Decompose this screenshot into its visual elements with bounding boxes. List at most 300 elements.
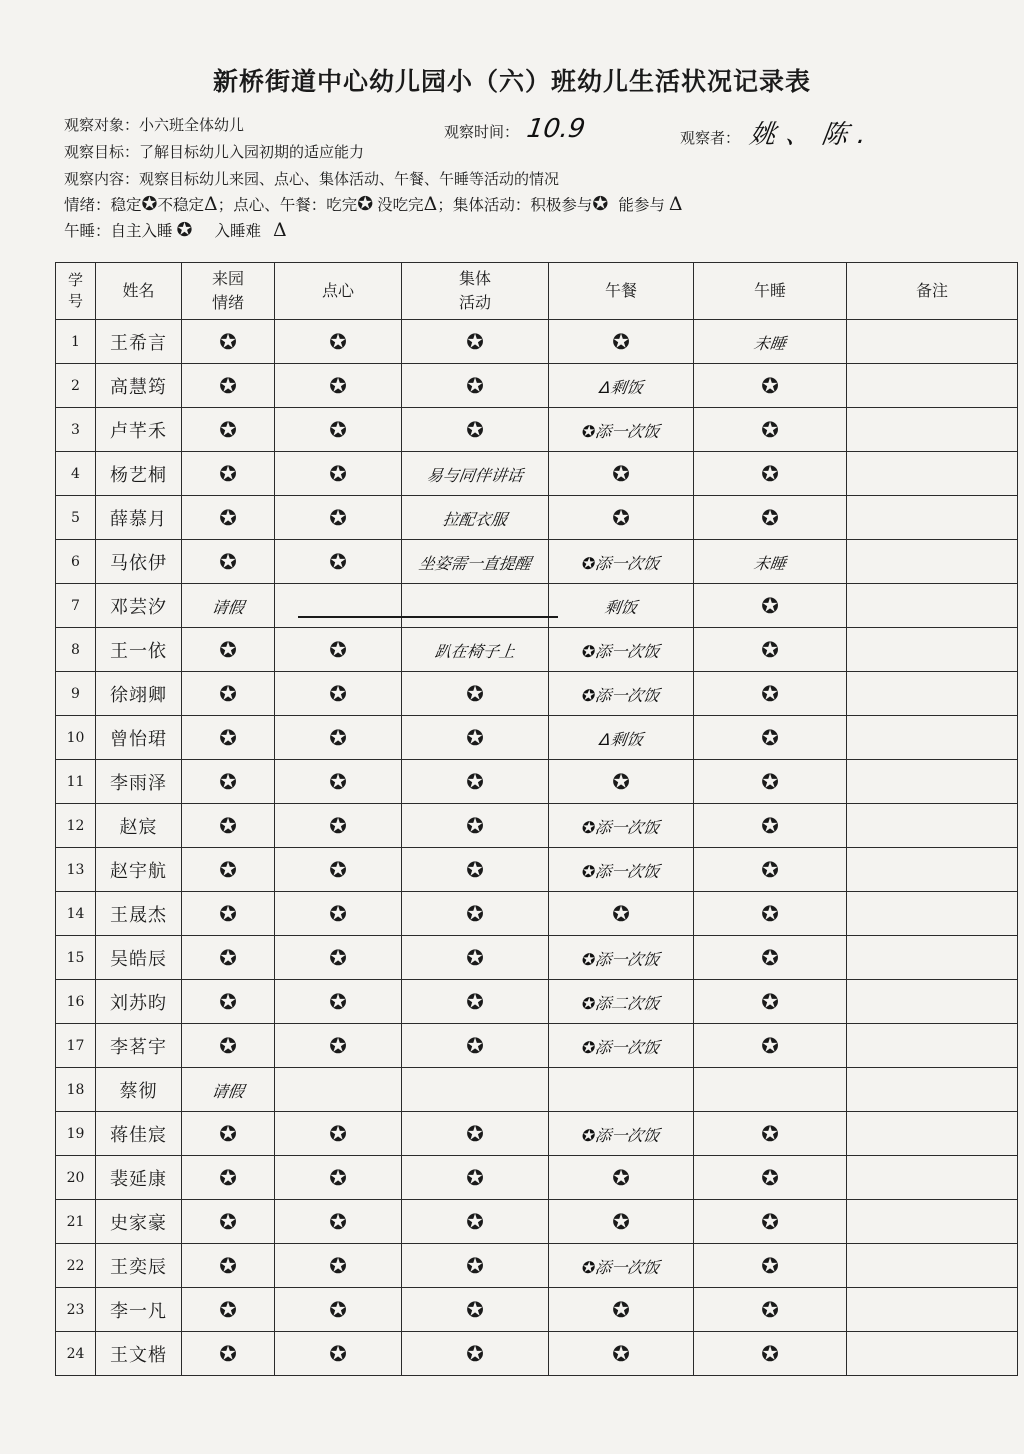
cell-name-value: 赵宸 xyxy=(119,816,158,838)
cell-mood xyxy=(182,760,275,804)
cell-mood xyxy=(182,1024,275,1068)
cell-no-value: 4 xyxy=(71,465,80,482)
cell-snack xyxy=(275,364,402,408)
cell-mood xyxy=(182,936,275,980)
cell-mood xyxy=(182,540,275,584)
cell-name-value: 李雨泽 xyxy=(110,772,167,794)
cell-nap xyxy=(694,364,847,408)
cell-lunch xyxy=(549,452,694,496)
cell-nap xyxy=(694,892,847,936)
table-header-row xyxy=(56,263,1018,320)
cell-nap-value: ✪ xyxy=(761,461,779,486)
cell-name xyxy=(96,408,182,452)
cell-mood xyxy=(182,848,275,892)
cell-no xyxy=(56,364,96,408)
cell-snack-value: ✪ xyxy=(329,1341,347,1366)
cell-nap-value: ✪ xyxy=(761,1121,779,1146)
header-lunch: 午餐 xyxy=(549,263,694,320)
cell-activity-value: ✪ xyxy=(466,1165,484,1190)
cell-mood-value: ✪ xyxy=(219,857,237,882)
cell-activity-value: ✪ xyxy=(466,945,484,970)
cell-lunch-value: ✪添二次饭 xyxy=(580,993,661,1013)
cell-nap-value: ✪ xyxy=(761,681,779,706)
cell-remark xyxy=(847,980,1018,1024)
cell-no-value: 17 xyxy=(66,1037,85,1054)
header-no-label: 学号 xyxy=(67,270,83,310)
cell-mood-value: ✪ xyxy=(219,1209,237,1234)
cell-remark xyxy=(847,452,1018,496)
cell-name xyxy=(96,1332,182,1376)
cell-activity-value: ✪ xyxy=(466,1209,484,1234)
cell-name-value: 王希言 xyxy=(110,332,167,354)
cell-remark xyxy=(847,320,1018,364)
cell-snack-value: ✪ xyxy=(329,769,347,794)
cell-remark xyxy=(847,1068,1018,1112)
table-row xyxy=(56,496,1018,540)
cell-nap xyxy=(694,452,847,496)
cell-activity-value: ✪ xyxy=(466,813,484,838)
cell-name-value: 邓芸汐 xyxy=(110,596,167,618)
legend-activity-can: 能参与 xyxy=(618,196,665,214)
cell-lunch xyxy=(549,804,694,848)
cell-activity-value: 拉配衣服 xyxy=(441,509,509,529)
cell-no-value: 7 xyxy=(71,597,80,614)
table-row xyxy=(56,364,1018,408)
cell-nap-value: ✪ xyxy=(761,901,779,926)
cell-lunch xyxy=(549,760,694,804)
cell-name xyxy=(96,760,182,804)
legend-line-1 xyxy=(64,193,683,215)
star-icon: ✪ xyxy=(141,193,158,215)
cell-mood xyxy=(182,320,275,364)
observation-goal xyxy=(64,141,364,162)
cell-mood-value: ✪ xyxy=(219,1341,237,1366)
cell-nap xyxy=(694,1332,847,1376)
cell-name xyxy=(96,1112,182,1156)
header-nap: 午睡 xyxy=(694,263,847,320)
cell-name-value: 马依伊 xyxy=(110,552,167,574)
table-row xyxy=(56,408,1018,452)
cell-no-value: 14 xyxy=(66,905,85,922)
cell-snack-value: ✪ xyxy=(329,417,347,442)
cell-no-value: 3 xyxy=(71,421,80,438)
cell-no-value: 10 xyxy=(66,729,85,746)
cell-lunch-value: Δ剩饭 xyxy=(598,377,644,397)
cell-nap-value: ✪ xyxy=(761,1341,779,1366)
cell-name-value: 王一依 xyxy=(110,640,167,662)
cell-name xyxy=(96,1156,182,1200)
cell-remark xyxy=(847,1156,1018,1200)
table-row xyxy=(56,1156,1018,1200)
table-row xyxy=(56,1332,1018,1376)
header-activity-label: 集体活动 xyxy=(458,269,491,312)
table-row xyxy=(56,936,1018,980)
cell-snack xyxy=(275,760,402,804)
cell-lunch xyxy=(549,1068,694,1112)
cell-no-value: 11 xyxy=(66,773,85,790)
cell-activity-value: ✪ xyxy=(466,901,484,926)
cell-snack xyxy=(275,320,402,364)
cell-lunch xyxy=(549,408,694,452)
cell-lunch-value: ✪添一次饭 xyxy=(580,421,661,441)
cell-activity-value: 坐姿需一直提醒 xyxy=(417,553,533,573)
observer-label: 观察者： xyxy=(680,129,741,147)
table-row xyxy=(56,980,1018,1024)
cell-activity xyxy=(402,1288,549,1332)
cell-mood xyxy=(182,672,275,716)
cell-lunch-value: ✪ xyxy=(612,1209,630,1234)
cell-snack-value: ✪ xyxy=(329,549,347,574)
cell-mood-value: ✪ xyxy=(219,1253,237,1278)
cell-nap xyxy=(694,628,847,672)
cell-remark xyxy=(847,496,1018,540)
cell-snack-value: ✪ xyxy=(329,373,347,398)
cell-lunch-value: ✪ xyxy=(612,901,630,926)
cell-name xyxy=(96,936,182,980)
cell-no xyxy=(56,760,96,804)
cell-no-value: 12 xyxy=(66,817,85,834)
triangle-icon: Δ xyxy=(668,193,683,215)
cell-mood-value: 请假 xyxy=(210,597,246,617)
table-row xyxy=(56,672,1018,716)
header-snack: 点心 xyxy=(275,263,402,320)
cell-snack-value: ✪ xyxy=(329,725,347,750)
cell-mood xyxy=(182,1068,275,1112)
table-row xyxy=(56,584,1018,628)
cell-snack xyxy=(275,584,402,628)
table-row xyxy=(56,1068,1018,1112)
cell-snack xyxy=(275,848,402,892)
cell-no xyxy=(56,848,96,892)
cell-mood xyxy=(182,364,275,408)
cell-snack-value: ✪ xyxy=(329,329,347,354)
record-table xyxy=(55,262,1018,1376)
cell-snack-value: ✪ xyxy=(329,681,347,706)
cell-nap-value: ✪ xyxy=(761,373,779,398)
cell-mood xyxy=(182,1244,275,1288)
cell-snack-value: ✪ xyxy=(329,461,347,486)
cell-name xyxy=(96,496,182,540)
header-activity xyxy=(402,263,549,320)
cell-remark xyxy=(847,936,1018,980)
cell-snack xyxy=(275,540,402,584)
header-no xyxy=(56,263,96,320)
cell-lunch xyxy=(549,848,694,892)
triangle-icon: Δ xyxy=(203,193,218,215)
cell-name xyxy=(96,1244,182,1288)
legend-mood-stable: 情绪：稳定 xyxy=(64,196,142,214)
cell-name-value: 王晟杰 xyxy=(110,904,167,926)
time-value: 10.9 xyxy=(524,114,588,144)
observation-content xyxy=(64,168,559,189)
cell-lunch xyxy=(549,892,694,936)
cell-activity-value: 趴在椅子上 xyxy=(433,641,517,661)
cell-nap-value: ✪ xyxy=(761,769,779,794)
cell-name-value: 蒋佳宸 xyxy=(110,1124,167,1146)
cell-mood-value: ✪ xyxy=(219,505,237,530)
legend-meal-unfinished: 没吃完 xyxy=(377,196,424,214)
cell-snack-value: ✪ xyxy=(329,813,347,838)
cell-nap xyxy=(694,716,847,760)
cell-mood-value: ✪ xyxy=(219,637,237,662)
cell-lunch-value: Δ剩饭 xyxy=(598,729,644,749)
cell-mood xyxy=(182,584,275,628)
cell-snack xyxy=(275,1068,402,1112)
cell-lunch xyxy=(549,1288,694,1332)
cell-no xyxy=(56,716,96,760)
cell-name-value: 李茗宇 xyxy=(110,1036,167,1058)
cell-no-value: 2 xyxy=(71,377,80,394)
cell-no xyxy=(56,408,96,452)
cell-mood xyxy=(182,892,275,936)
cell-no xyxy=(56,804,96,848)
header-remark: 备注 xyxy=(847,263,1018,320)
cell-lunch-value: ✪添一次饭 xyxy=(580,861,661,881)
cell-nap-value: ✪ xyxy=(761,1165,779,1190)
legend-meal-finished: ；点心、午餐：吃完 xyxy=(217,196,358,214)
cell-mood-value: ✪ xyxy=(219,461,237,486)
cell-activity xyxy=(402,980,549,1024)
cell-snack-value: ✪ xyxy=(329,1033,347,1058)
strike-line xyxy=(298,616,558,618)
cell-name xyxy=(96,892,182,936)
cell-no xyxy=(56,1156,96,1200)
legend-line-2 xyxy=(64,219,287,241)
cell-mood xyxy=(182,496,275,540)
cell-lunch-value: ✪ xyxy=(612,1341,630,1366)
cell-lunch xyxy=(549,716,694,760)
cell-name xyxy=(96,716,182,760)
cell-mood-value: 请假 xyxy=(210,1081,246,1101)
cell-snack xyxy=(275,408,402,452)
cell-name-value: 卢芊禾 xyxy=(110,420,167,442)
target-label: 观察对象： xyxy=(64,116,140,134)
cell-lunch-value: ✪添一次饭 xyxy=(580,817,661,837)
cell-mood xyxy=(182,452,275,496)
cell-activity xyxy=(402,628,549,672)
cell-name-value: 刘苏昀 xyxy=(110,992,167,1014)
cell-no xyxy=(56,320,96,364)
cell-snack xyxy=(275,1112,402,1156)
cell-nap-value: ✪ xyxy=(761,857,779,882)
cell-activity-value: ✪ xyxy=(466,989,484,1014)
cell-name xyxy=(96,980,182,1024)
legend-mood-unstable: 不稳定 xyxy=(157,196,204,214)
cell-lunch-value: ✪添一次饭 xyxy=(580,553,661,573)
cell-lunch-value: ✪ xyxy=(612,769,630,794)
cell-activity xyxy=(402,804,549,848)
cell-nap-value: ✪ xyxy=(761,1033,779,1058)
cell-activity-value: ✪ xyxy=(466,857,484,882)
table-row xyxy=(56,540,1018,584)
cell-snack xyxy=(275,980,402,1024)
cell-activity xyxy=(402,1332,549,1376)
cell-remark xyxy=(847,1244,1018,1288)
cell-name-value: 高慧筠 xyxy=(110,376,167,398)
cell-remark xyxy=(847,804,1018,848)
content-label: 观察内容： xyxy=(64,170,140,188)
cell-nap-value: ✪ xyxy=(761,813,779,838)
cell-nap xyxy=(694,584,847,628)
cell-mood-value: ✪ xyxy=(219,417,237,442)
cell-remark xyxy=(847,1112,1018,1156)
cell-name xyxy=(96,848,182,892)
cell-activity xyxy=(402,364,549,408)
cell-snack xyxy=(275,1244,402,1288)
cell-mood-value: ✪ xyxy=(219,769,237,794)
cell-mood-value: ✪ xyxy=(219,373,237,398)
cell-mood-value: ✪ xyxy=(219,989,237,1014)
cell-mood xyxy=(182,1200,275,1244)
cell-name xyxy=(96,1200,182,1244)
cell-no-value: 21 xyxy=(66,1213,85,1230)
cell-remark xyxy=(847,1200,1018,1244)
cell-snack-value: ✪ xyxy=(329,1165,347,1190)
cell-mood-value: ✪ xyxy=(219,329,237,354)
cell-mood-value: ✪ xyxy=(219,1033,237,1058)
cell-no xyxy=(56,1112,96,1156)
cell-snack xyxy=(275,1024,402,1068)
cell-no-value: 15 xyxy=(66,949,85,966)
cell-nap xyxy=(694,496,847,540)
legend-nap-hard: 入睡难 xyxy=(214,222,261,240)
star-icon: ✪ xyxy=(592,193,609,215)
cell-mood-value: ✪ xyxy=(219,901,237,926)
cell-activity-value: ✪ xyxy=(466,373,484,398)
table-row xyxy=(56,716,1018,760)
cell-no-value: 5 xyxy=(71,509,80,526)
cell-mood xyxy=(182,1332,275,1376)
cell-remark xyxy=(847,760,1018,804)
cell-activity xyxy=(402,540,549,584)
cell-no xyxy=(56,1332,96,1376)
cell-snack-value: ✪ xyxy=(329,945,347,970)
cell-activity xyxy=(402,1024,549,1068)
cell-no-value: 20 xyxy=(66,1169,85,1186)
cell-name-value: 王文楷 xyxy=(110,1344,167,1366)
cell-name-value: 裴延康 xyxy=(110,1168,167,1190)
cell-name-value: 蔡彻 xyxy=(119,1080,158,1102)
table-row xyxy=(56,320,1018,364)
cell-name xyxy=(96,1024,182,1068)
cell-name-value: 李一凡 xyxy=(110,1300,167,1322)
cell-activity xyxy=(402,760,549,804)
cell-lunch-value: ✪添一次饭 xyxy=(580,1037,661,1057)
cell-name xyxy=(96,584,182,628)
cell-nap xyxy=(694,1156,847,1200)
observer-value: 姚、陈. xyxy=(747,120,879,150)
cell-lunch-value: ✪添一次饭 xyxy=(580,1125,661,1145)
page-title: 新桥街道中心幼儿园小（六）班幼儿生活状况记录表 xyxy=(212,67,811,96)
cell-activity-value: ✪ xyxy=(466,725,484,750)
cell-nap-value: ✪ xyxy=(761,1253,779,1278)
table-row xyxy=(56,1244,1018,1288)
cell-snack-value: ✪ xyxy=(329,901,347,926)
star-icon: ✪ xyxy=(357,193,374,215)
observation-target xyxy=(64,114,244,135)
header-name: 姓名 xyxy=(96,263,182,320)
cell-lunch-value: ✪添一次饭 xyxy=(580,641,661,661)
table-row xyxy=(56,1200,1018,1244)
cell-no-value: 23 xyxy=(66,1301,85,1318)
table-row xyxy=(56,1288,1018,1332)
cell-snack xyxy=(275,452,402,496)
cell-name xyxy=(96,1288,182,1332)
cell-remark xyxy=(847,584,1018,628)
cell-no xyxy=(56,892,96,936)
cell-nap xyxy=(694,804,847,848)
cell-activity-value: ✪ xyxy=(466,1121,484,1146)
cell-snack-value: ✪ xyxy=(329,637,347,662)
cell-nap xyxy=(694,848,847,892)
cell-nap xyxy=(694,936,847,980)
cell-name xyxy=(96,540,182,584)
cell-snack xyxy=(275,804,402,848)
cell-no-value: 16 xyxy=(66,993,85,1010)
cell-activity xyxy=(402,1156,549,1200)
cell-nap-value: ✪ xyxy=(761,417,779,442)
cell-nap-value: ✪ xyxy=(761,989,779,1014)
cell-mood-value: ✪ xyxy=(219,945,237,970)
cell-name-value: 曾怡珺 xyxy=(110,728,167,750)
cell-mood xyxy=(182,804,275,848)
cell-snack-value: ✪ xyxy=(329,1121,347,1146)
cell-snack xyxy=(275,936,402,980)
cell-name xyxy=(96,804,182,848)
cell-lunch xyxy=(549,1244,694,1288)
cell-snack-value: ✪ xyxy=(329,1209,347,1234)
cell-name-value: 杨艺桐 xyxy=(110,464,167,486)
cell-nap-value: ✪ xyxy=(761,945,779,970)
cell-mood xyxy=(182,980,275,1024)
cell-remark xyxy=(847,408,1018,452)
cell-mood xyxy=(182,628,275,672)
table-row xyxy=(56,1112,1018,1156)
cell-activity xyxy=(402,1068,549,1112)
cell-nap-value: ✪ xyxy=(761,637,779,662)
cell-no xyxy=(56,584,96,628)
cell-remark xyxy=(847,892,1018,936)
cell-remark xyxy=(847,540,1018,584)
cell-no xyxy=(56,1244,96,1288)
cell-no xyxy=(56,496,96,540)
cell-remark xyxy=(847,716,1018,760)
cell-lunch xyxy=(549,1156,694,1200)
cell-activity xyxy=(402,1112,549,1156)
cell-no xyxy=(56,540,96,584)
cell-snack xyxy=(275,672,402,716)
cell-mood-value: ✪ xyxy=(219,681,237,706)
cell-mood-value: ✪ xyxy=(219,549,237,574)
cell-snack xyxy=(275,628,402,672)
cell-activity-value: ✪ xyxy=(466,1297,484,1322)
cell-nap xyxy=(694,980,847,1024)
cell-lunch xyxy=(549,628,694,672)
cell-no xyxy=(56,1024,96,1068)
cell-lunch-value: ✪添一次饭 xyxy=(580,685,661,705)
cell-lunch xyxy=(549,320,694,364)
cell-name xyxy=(96,452,182,496)
cell-no xyxy=(56,1200,96,1244)
observation-time xyxy=(444,114,588,144)
table-row xyxy=(56,848,1018,892)
triangle-icon: Δ xyxy=(272,219,287,241)
cell-no-value: 24 xyxy=(66,1345,85,1362)
cell-lunch-value: ✪ xyxy=(612,461,630,486)
cell-nap xyxy=(694,1244,847,1288)
cell-nap xyxy=(694,1068,847,1112)
cell-activity-value: 易与同伴讲话 xyxy=(425,465,525,485)
